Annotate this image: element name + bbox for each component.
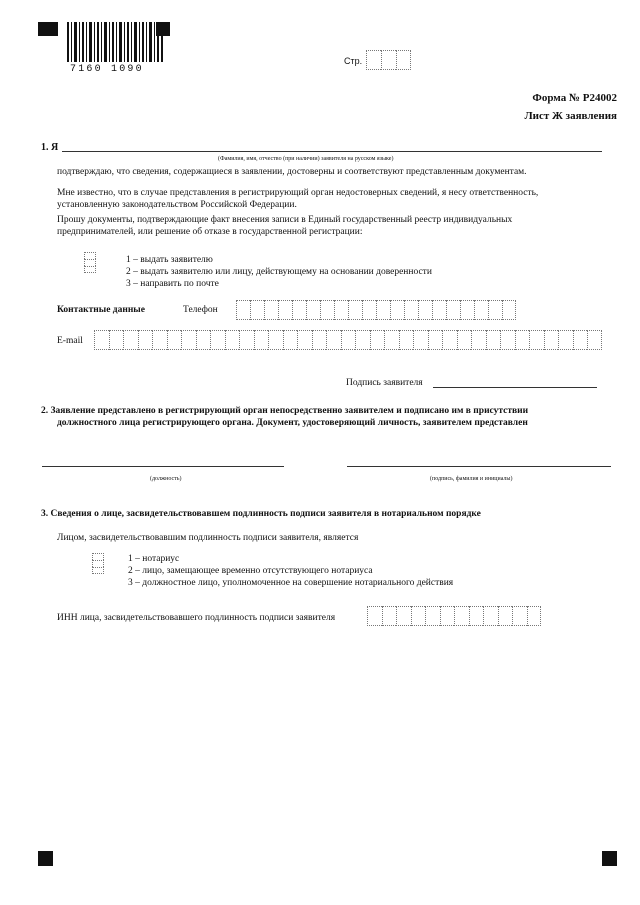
entry-cell[interactable] bbox=[446, 300, 460, 320]
section3-intro: Лицом, засвидетельствовавшим подлинность подписи заявителя, является bbox=[57, 533, 359, 543]
entry-cell[interactable] bbox=[297, 330, 312, 350]
official-signature-caption: (подпись, фамилия и инициалы) bbox=[430, 476, 513, 482]
inn-label: ИНН лица, засвидетельствовавшего подлинность подписи заявителя bbox=[57, 613, 336, 623]
entry-cell[interactable] bbox=[94, 330, 109, 350]
entry-cell[interactable] bbox=[239, 330, 254, 350]
delivery-option-2: 2 – выдать заявителю или лицу, действующему на основании доверенности bbox=[126, 267, 432, 277]
inn-input-cells[interactable] bbox=[367, 606, 541, 626]
entry-cell[interactable] bbox=[587, 330, 602, 350]
entry-cell[interactable] bbox=[404, 300, 418, 320]
entry-cell[interactable] bbox=[181, 330, 196, 350]
phone-input-cells[interactable] bbox=[236, 300, 516, 320]
entry-cell[interactable] bbox=[236, 300, 250, 320]
entry-cell[interactable] bbox=[413, 330, 428, 350]
entry-cell[interactable] bbox=[370, 330, 385, 350]
entry-cell[interactable] bbox=[428, 330, 443, 350]
name-caption: (Фамилия, имя, отчество (при наличии) заявителя на русском языке) bbox=[218, 156, 394, 162]
delivery-option-1: 1 – выдать заявителю bbox=[126, 255, 213, 265]
entry-cell[interactable] bbox=[376, 300, 390, 320]
entry-cell[interactable] bbox=[225, 330, 240, 350]
entry-cell[interactable] bbox=[320, 300, 334, 320]
request-text-line1: Прошу документы, подтверждающие факт внесения записи в Единый государственный реестр индивидуальных bbox=[57, 215, 513, 225]
delivery-option-3: 3 – направить по почте bbox=[126, 279, 219, 289]
certifier-option-cells[interactable] bbox=[92, 553, 104, 574]
entry-cell[interactable] bbox=[250, 300, 264, 320]
entry-cell[interactable] bbox=[486, 330, 501, 350]
entry-cell[interactable] bbox=[454, 606, 469, 626]
entry-cell[interactable] bbox=[278, 300, 292, 320]
entry-cell[interactable] bbox=[152, 330, 167, 350]
entry-cell[interactable] bbox=[512, 606, 527, 626]
entry-cell[interactable] bbox=[502, 300, 516, 320]
entry-cell[interactable] bbox=[558, 330, 573, 350]
barcode-number: 7160 1090 bbox=[70, 64, 144, 75]
section2-text-line2: должностного лица регистрирующего органа. Документ, удостоверяющий личность, заявителем представлен bbox=[57, 418, 528, 428]
contacts-label: Контактные данные bbox=[57, 305, 145, 315]
entry-cell[interactable] bbox=[367, 606, 382, 626]
page-label: Стр. bbox=[344, 56, 363, 66]
official-signature-line[interactable] bbox=[347, 466, 611, 467]
entry-cell[interactable] bbox=[515, 330, 530, 350]
entry-cell[interactable] bbox=[355, 330, 370, 350]
delivery-option-cells[interactable] bbox=[84, 252, 96, 273]
confirm-text: подтверждаю, что сведения, содержащиеся в заявлении, достоверны и соответствуют представленным документам. bbox=[57, 167, 527, 177]
form-number: Форма № Р24002 bbox=[532, 92, 617, 104]
entry-cell[interactable] bbox=[334, 300, 348, 320]
entry-cell[interactable] bbox=[196, 330, 211, 350]
entry-cell[interactable] bbox=[341, 330, 356, 350]
entry-cell[interactable] bbox=[418, 300, 432, 320]
entry-cell[interactable] bbox=[306, 300, 320, 320]
entry-cell[interactable] bbox=[382, 606, 397, 626]
barcode bbox=[67, 22, 163, 62]
registration-marker-top-left bbox=[38, 22, 58, 36]
entry-cell[interactable] bbox=[390, 300, 404, 320]
registration-marker-bottom-left bbox=[38, 851, 53, 866]
entry-cell[interactable] bbox=[425, 606, 440, 626]
section3-title: 3. Сведения о лице, засвидетельствовавшем подлинность подписи заявителя в нотариальном порядке bbox=[41, 509, 481, 519]
entry-cell[interactable] bbox=[457, 330, 472, 350]
entry-cell[interactable] bbox=[396, 606, 411, 626]
sheet-title: Лист Ж заявления bbox=[524, 110, 617, 122]
entry-cell[interactable] bbox=[498, 606, 513, 626]
certifier-option-1: 1 – нотариус bbox=[128, 554, 180, 564]
email-input-cells[interactable] bbox=[94, 330, 602, 350]
entry-cell[interactable] bbox=[399, 330, 414, 350]
entry-cell[interactable] bbox=[442, 330, 457, 350]
responsibility-text-line1: Мне известно, что в случае представления в регистрирующий орган недостоверных сведений, я несу ответственность, bbox=[57, 188, 539, 198]
entry-cell[interactable] bbox=[483, 606, 498, 626]
applicant-name-line[interactable] bbox=[62, 151, 602, 152]
entry-cell[interactable] bbox=[500, 330, 515, 350]
phone-label: Телефон bbox=[183, 305, 218, 315]
entry-cell[interactable] bbox=[384, 330, 399, 350]
entry-cell[interactable] bbox=[312, 330, 327, 350]
entry-cell[interactable] bbox=[460, 300, 474, 320]
entry-cell[interactable] bbox=[471, 330, 486, 350]
entry-cell[interactable] bbox=[440, 606, 455, 626]
entry-cell[interactable] bbox=[283, 330, 298, 350]
position-line[interactable] bbox=[42, 466, 284, 467]
registration-marker-bottom-right bbox=[602, 851, 617, 866]
entry-cell[interactable] bbox=[268, 330, 283, 350]
entry-cell[interactable] bbox=[109, 330, 124, 350]
request-text-line2: предпринимателей, или решение об отказе в государственной регистрации: bbox=[57, 227, 363, 237]
entry-cell[interactable] bbox=[348, 300, 362, 320]
entry-cell[interactable] bbox=[210, 330, 225, 350]
entry-cell[interactable] bbox=[544, 330, 559, 350]
entry-cell[interactable] bbox=[488, 300, 502, 320]
section1-number: 1. Я bbox=[41, 142, 59, 153]
entry-cell[interactable] bbox=[469, 606, 484, 626]
entry-cell[interactable] bbox=[432, 300, 446, 320]
position-caption: (должность) bbox=[150, 476, 182, 482]
entry-cell[interactable] bbox=[123, 330, 138, 350]
entry-cell[interactable] bbox=[529, 330, 544, 350]
page-number-cells[interactable] bbox=[366, 50, 411, 70]
certifier-option-3: 3 – должностное лицо, уполномоченное на совершение нотариального действия bbox=[128, 578, 454, 588]
signature-label: Подпись заявителя bbox=[346, 378, 423, 388]
entry-cell[interactable] bbox=[411, 606, 426, 626]
entry-cell[interactable] bbox=[264, 300, 278, 320]
certifier-option-2: 2 – лицо, замещающее временно отсутствующего нотариуса bbox=[128, 566, 373, 576]
entry-cell[interactable] bbox=[292, 300, 306, 320]
entry-cell[interactable] bbox=[573, 330, 588, 350]
email-label: E-mail bbox=[57, 336, 83, 346]
entry-cell[interactable] bbox=[138, 330, 153, 350]
entry-cell[interactable] bbox=[326, 330, 341, 350]
entry-cell[interactable] bbox=[527, 606, 542, 626]
entry-cell[interactable] bbox=[254, 330, 269, 350]
entry-cell[interactable] bbox=[474, 300, 488, 320]
section2-text-line1: 2. Заявление представлено в регистрирующий орган непосредственно заявителем и подписано им в присутствии bbox=[41, 406, 529, 416]
entry-cell[interactable] bbox=[362, 300, 376, 320]
entry-cell[interactable] bbox=[167, 330, 182, 350]
responsibility-text-line2: установленную законодательством Российской Федерации. bbox=[57, 200, 297, 210]
applicant-signature-line[interactable] bbox=[433, 387, 597, 388]
